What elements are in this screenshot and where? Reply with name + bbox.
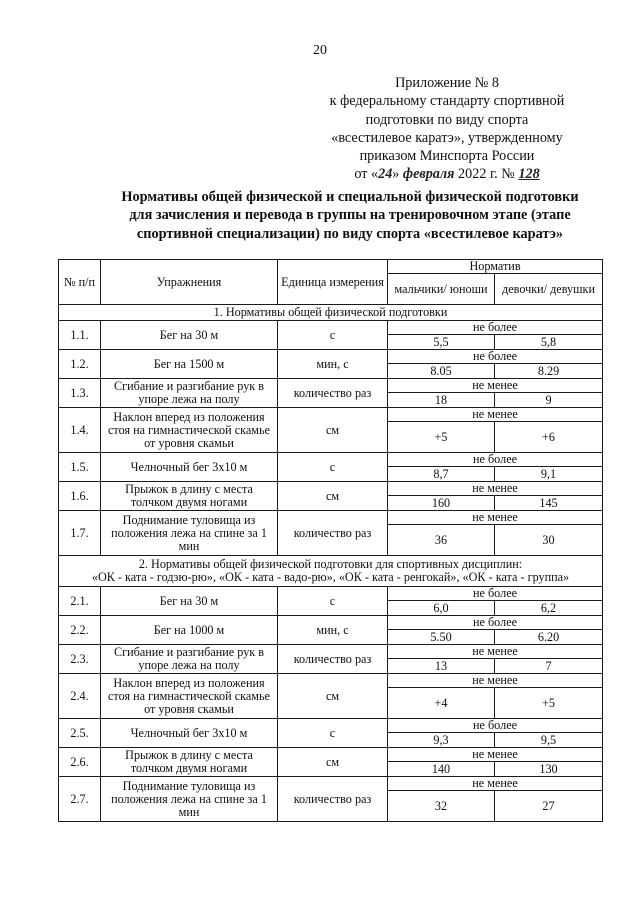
boys-value: 9,3 [388, 733, 495, 748]
unit-of-measure: с [278, 719, 388, 748]
header-norm: Норматив [388, 260, 603, 274]
boys-value: +5 [388, 422, 495, 453]
row-number: 2.4. [59, 674, 101, 719]
appendix-line: к федеральному стандарту спортивной [329, 93, 565, 110]
title-line: Нормативы общей физической и специальной физической подготовки [121, 189, 579, 205]
norms-table [58, 259, 603, 822]
girls-value: 145 [495, 496, 603, 511]
norm-condition: не менее [388, 482, 603, 496]
exercise-name: Бег на 30 м [101, 587, 278, 616]
row-number: 1.3. [59, 379, 101, 408]
handwritten-month: февраля [402, 166, 455, 183]
unit-of-measure: с [278, 321, 388, 350]
table-row [59, 719, 603, 733]
appendix-line: «всестилевое каратэ», утвержденному [331, 129, 563, 146]
unit-of-measure: мин, с [278, 350, 388, 379]
row-number: 2.5. [59, 719, 101, 748]
unit-of-measure: с [278, 587, 388, 616]
header-boys: мальчики/ юноши [388, 274, 495, 305]
norm-condition: не менее [388, 748, 603, 762]
norm-condition: не менее [388, 777, 603, 791]
boys-value: +4 [388, 688, 495, 719]
girls-value: 30 [495, 525, 603, 556]
boys-value: 6,0 [388, 601, 495, 616]
row-number: 2.3. [59, 645, 101, 674]
girls-value: 5,8 [495, 335, 603, 350]
exercise-name: Бег на 1500 м [101, 350, 278, 379]
norm-condition: не более [388, 350, 603, 364]
unit-of-measure: см [278, 482, 388, 511]
unit-of-measure: количество раз [278, 511, 388, 556]
row-number: 2.7. [59, 777, 101, 822]
girls-value: 7 [495, 659, 603, 674]
order-date-line [307, 165, 587, 183]
section-2-line: 2. Нормативы общей физической подготовки для спортивных дисциплин: [138, 557, 523, 571]
unit-of-measure: с [278, 453, 388, 482]
table-row [59, 645, 603, 659]
table-row [59, 587, 603, 601]
girls-value: 27 [495, 791, 603, 822]
norm-condition: не менее [388, 408, 603, 422]
table-row [59, 616, 603, 630]
boys-value: 5.50 [388, 630, 495, 645]
title-line: спортивной специализации) по виду спорта «всестилевое каратэ» [136, 225, 564, 242]
table-row [59, 321, 603, 335]
boys-value: 160 [388, 496, 495, 511]
section-2-line: «ОК - ката - годзю-рю», «ОК - ката - вадо-рю», «ОК - ката - ренгокай», «ОК - ката - группа» [91, 570, 570, 584]
exercise-name: Прыжок в длину с места толчком двумя ногами [101, 748, 278, 777]
exercise-name: Поднимание туловища из положения лежа на спине за 1 мин [101, 777, 278, 822]
row-number: 1.2. [59, 350, 101, 379]
section-1-heading: 1. Нормативы общей физической подготовки [59, 305, 603, 321]
exercise-name: Бег на 1000 м [101, 616, 278, 645]
table-row [59, 748, 603, 762]
exercise-name: Сгибание и разгибание рук в упоре лежа на полу [101, 379, 278, 408]
norm-condition: не более [388, 453, 603, 467]
unit-of-measure: см [278, 748, 388, 777]
date-prefix: от « [354, 166, 379, 183]
date-year: 2022 г. № [454, 166, 519, 183]
unit-of-measure: см [278, 408, 388, 453]
boys-value: 13 [388, 659, 495, 674]
row-number: 1.4. [59, 408, 101, 453]
header-exercise: Упражнения [101, 260, 278, 305]
boys-value: 8,7 [388, 467, 495, 482]
appendix-line: Приложение № 8 [395, 75, 499, 91]
exercise-name: Челночный бег 3х10 м [101, 453, 278, 482]
table-row [59, 350, 603, 364]
norm-condition: не менее [388, 511, 603, 525]
appendix-header [307, 74, 587, 184]
table-row [59, 482, 603, 496]
row-number: 1.5. [59, 453, 101, 482]
unit-of-measure: количество раз [278, 379, 388, 408]
norm-condition: не более [388, 616, 603, 630]
row-number: 2.1. [59, 587, 101, 616]
unit-of-measure: количество раз [278, 645, 388, 674]
norm-condition: не более [388, 587, 603, 601]
table-row [59, 777, 603, 791]
norm-condition: не более [388, 719, 603, 733]
section-2-heading [59, 556, 603, 587]
girls-value: 9,5 [495, 733, 603, 748]
norm-condition: не менее [388, 379, 603, 393]
norm-condition: не более [388, 321, 603, 335]
exercise-name: Бег на 30 м [101, 321, 278, 350]
row-number: 1.1. [59, 321, 101, 350]
row-number: 1.6. [59, 482, 101, 511]
girls-value: 9,1 [495, 467, 603, 482]
boys-value: 18 [388, 393, 495, 408]
table-row [59, 453, 603, 467]
page-number: 20 [313, 43, 327, 58]
boys-value: 8.05 [388, 364, 495, 379]
girls-value: 6.20 [495, 630, 603, 645]
exercise-name: Сгибание и разгибание рук в упоре лежа на полу [101, 645, 278, 674]
girls-value: 8.29 [495, 364, 603, 379]
table-row [59, 408, 603, 422]
document-title [85, 188, 615, 243]
exercise-name: Челночный бег 3х10 м [101, 719, 278, 748]
row-number: 1.7. [59, 511, 101, 556]
norm-condition: не менее [388, 645, 603, 659]
exercise-name: Поднимание туловища из положения лежа на спине за 1 мин [101, 511, 278, 556]
exercise-name: Наклон вперед из положения стоя на гимнастической скамье от уровня скамьи [101, 674, 278, 719]
table-row [59, 511, 603, 525]
header-unit: Единица измерения [278, 260, 388, 305]
boys-value: 32 [388, 791, 495, 822]
exercise-name: Наклон вперед из положения стоя на гимнастической скамье от уровня скамьи [101, 408, 278, 453]
girls-value: +6 [495, 422, 603, 453]
row-number: 2.2. [59, 616, 101, 645]
boys-value: 36 [388, 525, 495, 556]
table-row [59, 379, 603, 393]
row-number: 2.6. [59, 748, 101, 777]
table-row [59, 674, 603, 688]
header-num: № п/п [59, 260, 101, 305]
girls-value: 130 [495, 762, 603, 777]
unit-of-measure: количество раз [278, 777, 388, 822]
norm-condition: не менее [388, 674, 603, 688]
girls-value: +5 [495, 688, 603, 719]
girls-value: 6,2 [495, 601, 603, 616]
unit-of-measure: см [278, 674, 388, 719]
appendix-line: подготовки по виду спорта [365, 111, 529, 128]
date-mid: » [392, 166, 403, 183]
title-line: для зачисления и перевода в группы на тренировочном этапе (этапе [129, 207, 571, 224]
appendix-line: приказом Минспорта России [359, 148, 535, 165]
exercise-name: Прыжок в длину с места толчком двумя ногами [101, 482, 278, 511]
girls-value: 9 [495, 393, 603, 408]
boys-value: 140 [388, 762, 495, 777]
boys-value: 5,5 [388, 335, 495, 350]
unit-of-measure: мин, с [278, 616, 388, 645]
header-girls: девочки/ девушки [495, 274, 603, 305]
handwritten-day: 24 [378, 166, 393, 183]
handwritten-order-number: 128 [518, 166, 540, 183]
